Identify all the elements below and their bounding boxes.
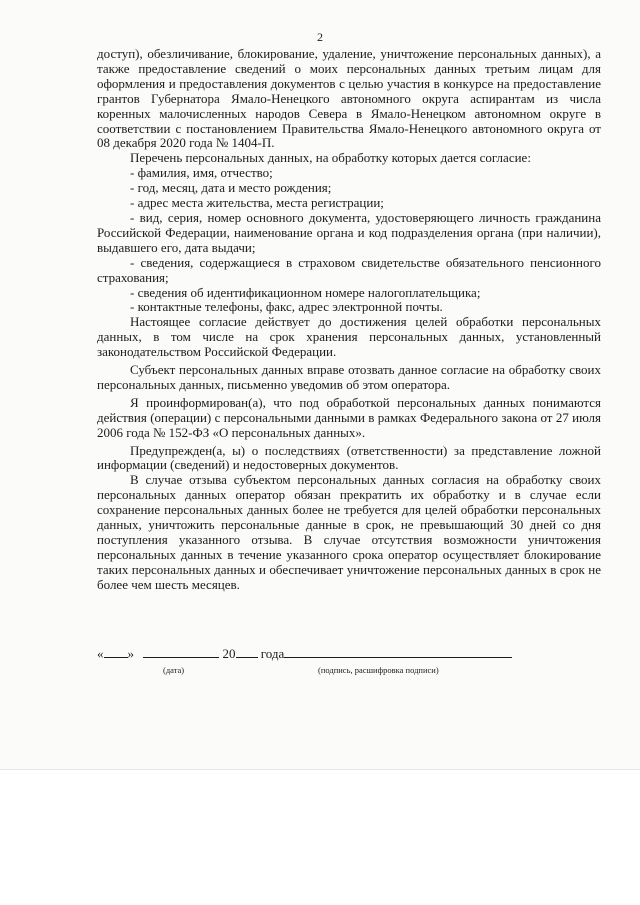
day-blank	[104, 646, 128, 658]
list-item: - год, месяц, дата и место рождения;	[130, 180, 332, 196]
paragraph-purpose: доступ), обезличивание, блокирование, удаление, уничтожение персональных данных), а также предоставление сведений о моих персональных данных третьим лицам для оформления и предоставления документов с целью участия в конкурсе на предоставление грантов Губернатора Ямало-Ненецкого автономного округа аспирантам из числа коренных малочисленных народов Севера в Ямало-Ненецком автономном округе в соответствии с постановлением Правительства Ямало-Ненецкого автономного округа от 08 декабря 2020 года № 1404-П.	[97, 46, 601, 151]
list-item: - фамилия, имя, отчество;	[130, 165, 273, 181]
personal-data-list	[97, 166, 601, 315]
document-body	[97, 47, 601, 593]
signature-caption: (подпись, расшифровка подписи)	[318, 665, 439, 675]
month-blank	[143, 646, 219, 658]
list-item: - вид, серия, номер основного документа, удостоверяющего личность гражданина Российской Федерации, наименование органа и код подразделения органа (при наличии), выдавшего его, дата выдачи;	[97, 209, 601, 255]
paragraph-informed: Я проинформирован(а), что под обработкой персональных данных понимаются действия (операции) с персональными данными в рамках Федерального закона от 27 июля 2006 года № 152-ФЗ «О персональных данных».	[97, 394, 601, 440]
paragraph-warning: Предупрежден(а, ы) о последствиях (ответственности) за представление ложной информации (сведений) и недостоверных документов.	[97, 442, 601, 473]
year-blank	[236, 646, 258, 658]
paragraph-data-list-intro: Перечень персональных данных, на обработку которых дается согласие:	[130, 150, 531, 166]
quote-open: «	[97, 646, 104, 661]
list-item: - контактные телефоны, факс, адрес электронной почты.	[130, 299, 443, 315]
date-caption: (дата)	[163, 665, 185, 675]
list-item: - сведения об идентификационном номере налогоплательщика;	[130, 284, 481, 300]
page-number: 2	[317, 30, 323, 44]
quote-close: »	[127, 646, 134, 661]
list-item: - сведения, содержащиеся в страховом свидетельстве обязательного пенсионного страхования;	[97, 254, 601, 285]
paragraph-revocation-procedure: В случае отзыва субъектом персональных данных согласия на обработку своих персональных данных оператор обязан прекратить их обработку и в случае если сохранение персональных данных более не требуется для целей обработки персональных данных, уничтожить персональные данные в срок, не превышающий 30 дней со дня поступления указанного отзыва. В случае отсутствия возможности уничтожения персональных данных в течение указанного срока оператор осуществляет блокирование таких персональных данных и обеспечивает уничтожение персональных данных в срок не более чем шесть месяцев.	[97, 472, 601, 592]
signature-blank	[284, 646, 512, 658]
list-item: - адрес места жительства, места регистрации;	[130, 195, 384, 211]
signature-line	[97, 646, 601, 661]
paragraph-revocation-right: Субъект персональных данных вправе отозвать данное согласие на обработку своих персональных данных, письменно уведомив об этом оператора.	[97, 362, 601, 392]
year-prefix: 20	[222, 646, 236, 661]
paragraph-validity: Настоящее согласие действует до достижения целей обработки персональных данных, в том числе на срок хранения персональных данных, установленный законодательством Российской Федерации.	[97, 314, 601, 360]
year-word: года	[260, 646, 285, 661]
